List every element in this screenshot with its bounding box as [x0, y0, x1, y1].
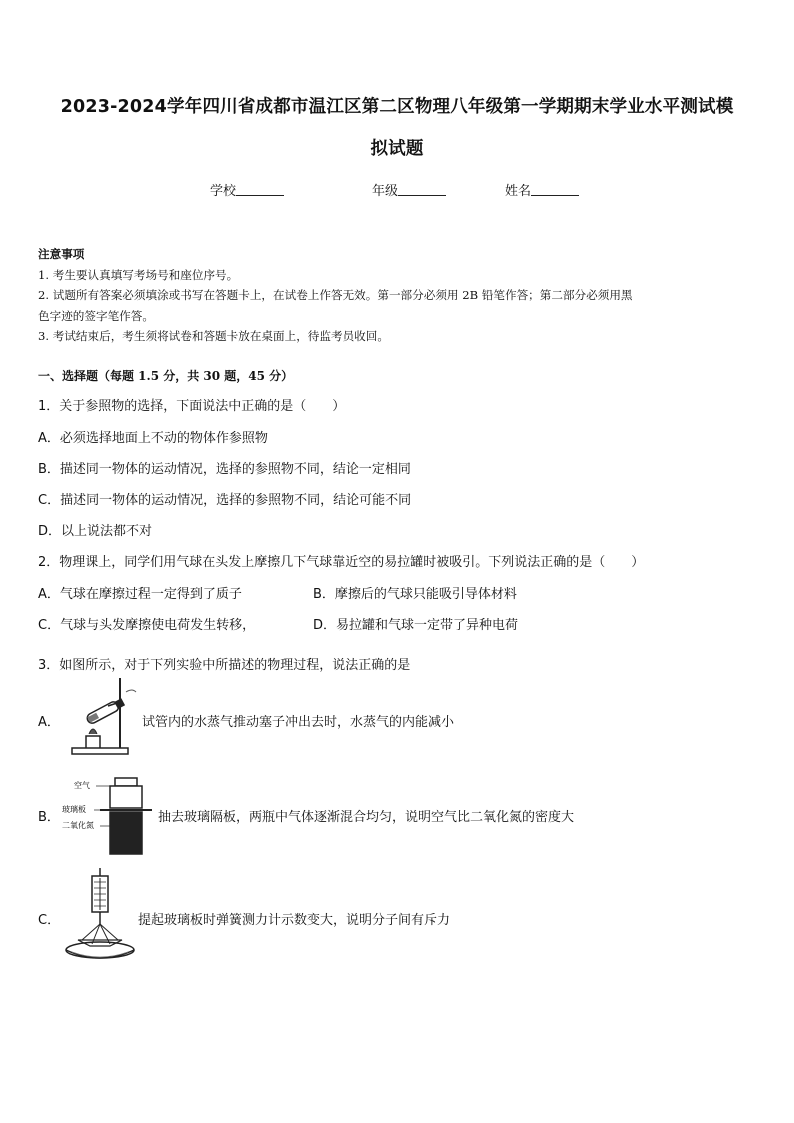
grade-field: [372, 180, 446, 199]
name-field: [505, 180, 579, 199]
q2-option-a[interactable]: A．气球在摩擦过程一定得到了质子: [38, 587, 242, 602]
notes-item: 色字迹的签字笔作答。: [38, 308, 154, 323]
figB-label-air: 空气: [74, 781, 90, 790]
name-label: 姓名: [505, 184, 532, 199]
notes-block: [38, 244, 762, 347]
q2-option-b[interactable]: B．摩擦后的气球只能吸引导体材料: [313, 587, 517, 602]
test-tube-steam-figure: [70, 676, 140, 758]
q1-option-d[interactable]: D．以上说法都不对: [38, 524, 153, 539]
q3-option-a-label[interactable]: A．: [38, 715, 60, 730]
q2-option-d[interactable]: D．易拉罐和气球一定带了异种电荷: [313, 618, 519, 633]
exam-title: [30, 86, 764, 170]
title-line-2: 拟试题: [370, 139, 424, 159]
notes-item: 3. 考试结束后，考生须将试卷和答题卡放在桌面上，待监考员收回。: [38, 329, 389, 343]
figB-label-glass: 玻璃板: [62, 805, 86, 814]
q3-option-b-text[interactable]: 抽去玻璃隔板，两瓶中气体逐渐混合均匀，说明空气比二氧化氮的密度大: [158, 810, 575, 825]
notes-heading: 注意事项: [38, 247, 85, 261]
title-line-1: 2023-2024学年四川省成都市温江区第二区物理八年级第一学期期末学业水平测试模: [60, 97, 734, 117]
notes-item: 2. 试题所有答案必须填涂或书写在答题卡上，在试卷上作答无效。第一部分必须用 2B 铅笔作答；第二部分必须用黑: [38, 288, 633, 302]
q1-option-b[interactable]: B．描述同一物体的运动情况，选择的参照物不同，结论一定相同: [38, 462, 411, 477]
q3-option-c-label[interactable]: C．: [38, 913, 61, 928]
q3-option-c-text[interactable]: 提起玻璃板时弹簧测力计示数变大，说明分子间有斥力: [138, 913, 451, 928]
q3-option-a-text[interactable]: 试管内的水蒸气推动塞子冲出去时，水蒸气的内能减小: [142, 715, 455, 730]
q3-option-b-label[interactable]: B．: [38, 810, 60, 825]
grade-label: 年级: [372, 184, 399, 199]
q1-stem: 1．关于参照物的选择，下面说法中正确的是（ ）: [38, 399, 346, 414]
figB-label-no2: 二氧化氮: [62, 821, 94, 830]
gas-diffusion-jars-figure: [60, 774, 156, 860]
grade-blank[interactable]: [398, 183, 446, 196]
name-blank[interactable]: [531, 183, 579, 196]
q1-option-c[interactable]: C．描述同一物体的运动情况，选择的参照物不同，结论可能不同: [38, 493, 412, 508]
school-blank[interactable]: [236, 183, 284, 196]
q2-stem: 2．物理课上，同学们用气球在头发上摩擦几下气球靠近空的易拉罐时被吸引。下列说法正确的是（ ）: [38, 555, 645, 570]
q1-option-a[interactable]: A．必须选择地面上不动的物体作参照物: [38, 431, 268, 446]
school-label: 学校: [210, 184, 237, 199]
notes-item: 1. 考生要认真填写考场号和座位序号。: [38, 267, 239, 282]
school-field: [210, 180, 284, 199]
q3-stem: 3．如图所示，对于下列实验中所描述的物理过程，说法正确的是: [38, 658, 411, 673]
section-heading: 一、选择题（每题 1.5 分，共 30 题，45 分）: [38, 369, 294, 383]
q2-option-c[interactable]: C．气球与头发摩擦使电荷发生转移，: [38, 618, 256, 633]
spring-scale-glass-figure: [62, 866, 142, 970]
